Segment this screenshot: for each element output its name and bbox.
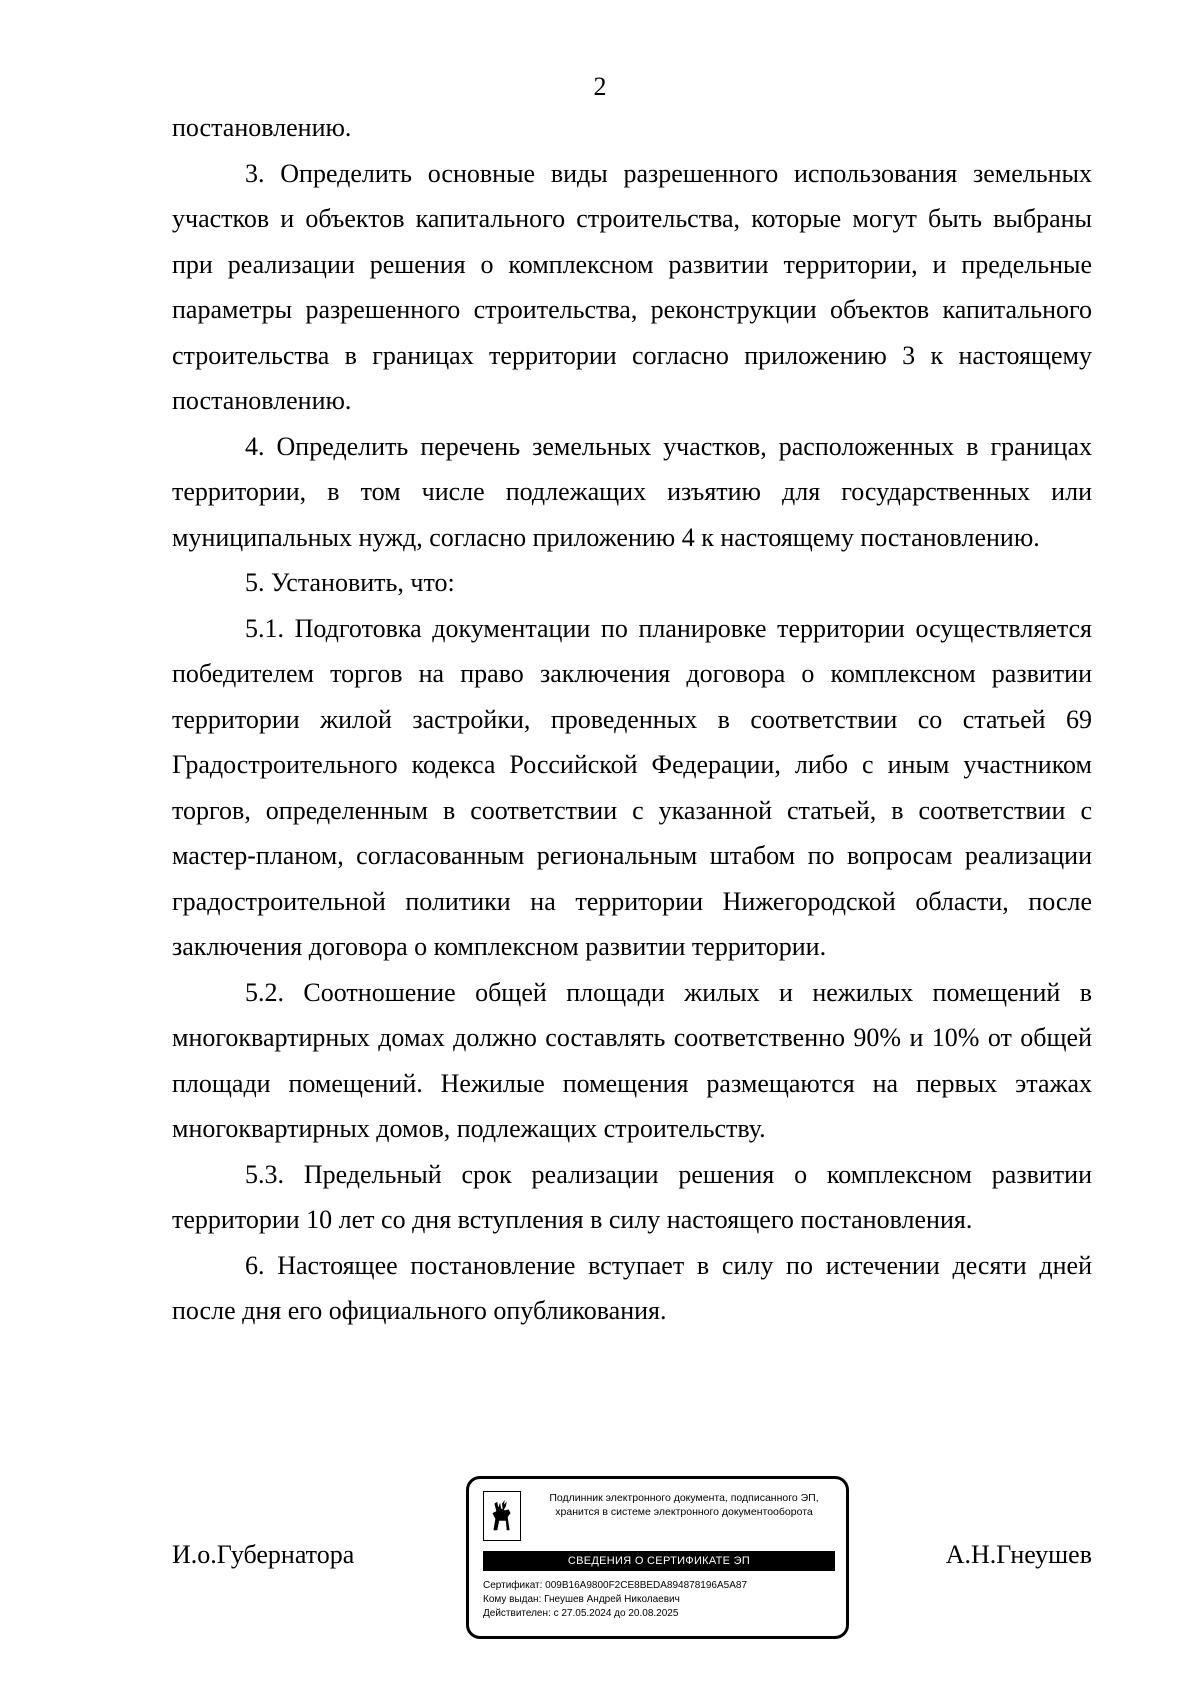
signer-position: И.о.Губернатора [172, 1540, 355, 1569]
stamp-header-line-1: Подлинник электронного документа, подписанного ЭП, [549, 1492, 819, 1504]
paragraph-5: 5. Установить, что: [245, 568, 455, 597]
signer-name: А.Н.Гнеушев [945, 1540, 1092, 1569]
electronic-signature-stamp [466, 1476, 849, 1639]
paragraph-6: 6. Настоящее постановление вступает в силу по истечении десяти дней после дня его официального опубликования. [172, 1250, 1092, 1325]
stamp-title-bar: СВЕДЕНИЯ О СЕРТИФИКАТЕ ЭП [483, 1551, 835, 1571]
certificate-number: Сертификат: 009B16A9800F2CE8BEDA894878196A5A87 [483, 1580, 748, 1591]
certificate-validity: Действителен: с 27.05.2024 до 20.08.2025 [483, 1608, 679, 1619]
paragraph-5-3: 5.3. Предельный срок реализации решения о комплексном развитии территории 10 лет со дня вступления в силу настоящего постановления. [172, 1159, 1092, 1234]
paragraph-3: 3. Определить основные виды разрешенного использования земельных участков и объектов капитального строительства, которые могут быть выбраны при реализации решения о комплексном развитии территории, и предельные параметры разрешенного строительства, реконструкции объектов капитального строительства в границах территории согласно приложению 3 к настоящему постановлению. [172, 158, 1092, 415]
paragraph-5-1: 5.1. Подготовка документации по планировке территории осуществляется победителем торгов на право заключения договора о комплексном развитии территории жилой застройки, проведенных в соответствии со статьей 69 Градостроительного кодекса Российской Федерации, либо с иным участником торгов, определенным в соответствии с указанной статьей, в соответствии с мастер-планом, согласованным региональным штабом по вопросам реализации градостроительной политики на территории Нижегородской области, после заключения договора о комплексном развитии территории. [172, 613, 1092, 961]
certificate-owner: Кому выдан: Гнеушев Андрей Николаевич [483, 1594, 680, 1605]
paragraph-continuation: постановлению. [172, 113, 352, 142]
stamp-header-line-2: хранится в системе электронного документооборота [555, 1506, 813, 1518]
document-body [172, 105, 1092, 1334]
paragraph-4: 4. Определить перечень земельных участков, расположенных в границах территории, в том числе подлежащих изъятию для государственных или муниципальных нужд, согласно приложению 4 к настоящему постановлению. [172, 431, 1092, 552]
page-number: 2 [593, 72, 607, 101]
stamp-certificate-details [483, 1579, 835, 1621]
deer-emblem-icon [483, 1491, 521, 1541]
paragraph-5-2: 5.2. Соотношение общей площади жилых и нежилых помещений в многоквартирных домах должно составлять соответственно 90% и 10% от общей площади помещений. Нежилые помещения размещаются на первых этажах многоквартирных домов, подлежащих строительству. [172, 977, 1092, 1143]
stamp-header [529, 1491, 839, 1519]
